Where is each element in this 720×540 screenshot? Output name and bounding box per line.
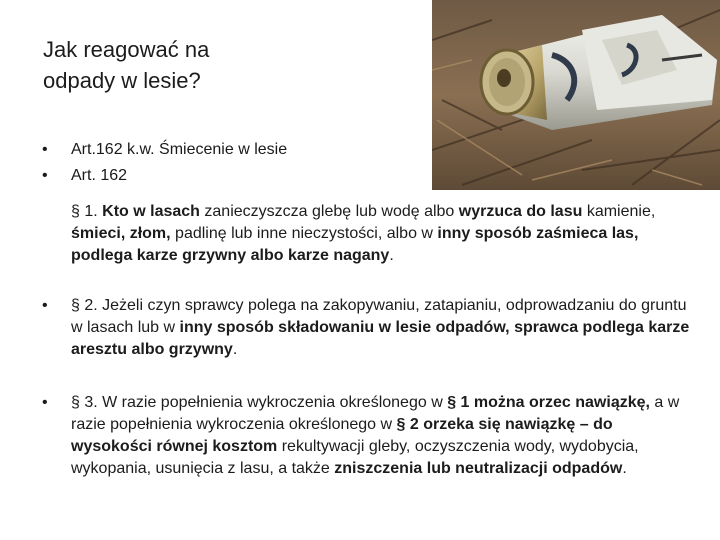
bold-run: wyrzuca do lasu — [458, 203, 583, 220]
bold-run: inny sposób składowaniu w lesie odpadów, sprawca podlega karze aresztu albo grzywny — [71, 319, 690, 358]
paragraph-section-3 — [71, 392, 691, 480]
bullet-marker: • — [42, 167, 48, 184]
bullet-marker: • — [42, 394, 48, 411]
bullet-art-162: Art. 162 — [71, 167, 128, 184]
slide-title-line-1: Jak reagować na — [43, 37, 210, 62]
paragraph-section-2 — [71, 295, 691, 361]
text-run: § 1. — [71, 203, 103, 220]
text-run: a w razie popełnienia wykroczenia określonego w — [71, 394, 680, 433]
bold-run: § 1 można orzec nawiązkę, — [447, 394, 650, 411]
crushed-beer-can-icon — [432, 0, 720, 190]
text-run: . — [622, 460, 627, 477]
paragraph-section-1 — [71, 201, 691, 267]
slide-title-line-2: odpady w lesie? — [43, 68, 201, 93]
text-run: . — [389, 247, 394, 264]
text-run: § 3. W razie popełnienia wykroczenia określonego w — [71, 394, 448, 411]
crushed-can-photo — [432, 0, 720, 190]
bullet-marker: • — [42, 141, 48, 158]
bullet-marker: • — [42, 297, 48, 314]
bold-run: inny sposób zaśmieca las, podlega karze grzywny albo karze nagany — [71, 225, 639, 264]
text-run: § 2. Jeżeli czyn sprawcy polega na zakopywaniu, zatapianiu, odprowadzaniu do gruntu w lasach lub w — [71, 297, 687, 336]
bold-run: Kto w lasach — [102, 203, 200, 220]
text-run: rekultywacji gleby, oczyszczenia wody, wydobycia, wykopania, usunięcia z lasu, a także — [71, 438, 639, 477]
text-run: zanieczyszcza glebę lub wodę albo — [199, 203, 459, 220]
text-run: . — [232, 341, 238, 358]
slide-title — [43, 34, 403, 96]
text-run: padlinę lub inne nieczystości, albo w — [170, 225, 438, 242]
bold-run: śmieci, złom, — [71, 225, 171, 242]
text-run: kamienie, — [582, 203, 656, 220]
bold-run: § 2 orzeka się nawiązkę – do wysokości równej kosztom — [71, 416, 613, 455]
bold-run: zniszczenia lub neutralizacji odpadów — [334, 460, 623, 477]
bullet-art-162-kw: Art.162 k.w. Śmiecenie w lesie — [71, 141, 288, 158]
